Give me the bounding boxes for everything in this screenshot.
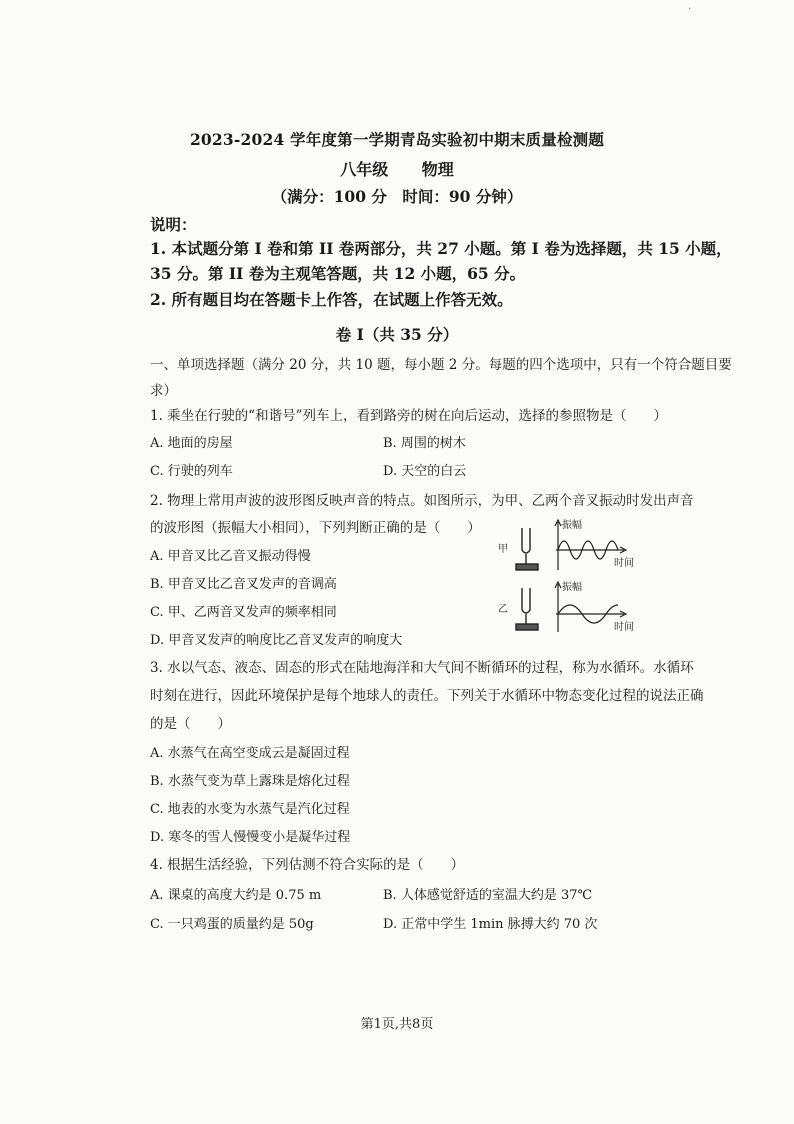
waveform-figure [496, 518, 646, 638]
question-2-stem-line-2: 的波形图（振幅大小相同），下列判断正确的是（ ） [150, 520, 481, 536]
exam-subtitle [0, 157, 794, 180]
fork-bottom-label: 乙 [498, 604, 508, 615]
question-4-stem: 4. 根据生活经验，下列估测不符合实际的是（ ） [150, 857, 465, 873]
question-2-option-d: D. 甲音叉发声的响度比乙音叉发声的响度大 [150, 633, 403, 648]
instructions-label: 说明： [150, 215, 197, 234]
question-1-option-a: A. 地面的房屋 [150, 436, 233, 451]
question-1-option-b: B. 周围的树木 [383, 436, 466, 451]
section-heading-line-1: 一、单项选择题（满分 20 分，共 10 题，每小题 2 分。每题的四个选项中，只有一个符合题目要 [150, 357, 732, 373]
question-4-option-a: A. 课桌的高度大约是 0.75 m [150, 888, 322, 903]
question-2-option-a: A. 甲音叉比乙音叉振动得慢 [150, 549, 311, 564]
question-3-option-b: B. 水蒸气变为草上露珠是熔化过程 [150, 774, 350, 789]
question-4-option-d: D. 正常中学生 1min 脉搏大约 70 次 [383, 917, 598, 932]
tuning-fork-bottom-icon [516, 588, 538, 630]
time-axis-label-bottom: 时间 [614, 622, 634, 633]
exam-meta: （满分：100 分 时间：90 分钟） [271, 187, 523, 206]
question-3-stem-line-1: 3. 水以气态、液态、固态的形式在陆地海洋和大气间不断循环的过程，称为水循环。水循环 [150, 660, 694, 676]
question-2-option-b: B. 甲音叉比乙音叉发声的音调高 [150, 577, 337, 592]
instructions-line-1: 1. 本试题分第 I 卷和第 II 卷两部分，共 27 小题。第 I 卷为选择题，共 15 小题， [150, 239, 732, 258]
tuning-fork-top-icon [516, 528, 538, 570]
amplitude-axis-label-top: 振幅 [562, 520, 582, 531]
question-3-option-c: C. 地表的水变为水蒸气是汽化过程 [150, 802, 350, 817]
volume-title: 卷 I（共 35 分） [335, 325, 459, 344]
section-heading-line-2: 求） [150, 383, 177, 399]
question-1-option-d: D. 天空的白云 [383, 464, 467, 479]
corner-mark: · [688, 4, 692, 15]
grade-label: 八年级 [340, 160, 389, 179]
question-1-option-c: C. 行驶的列车 [150, 464, 233, 479]
question-3-option-d: D. 寒冬的雪人慢慢变小是凝华过程 [150, 830, 351, 845]
exam-title: 2023-2024 学年度第一学期青岛实验初中期末质量检测题 [189, 130, 605, 149]
question-2-option-c: C. 甲、乙两音叉发声的频率相同 [150, 605, 337, 620]
time-axis-label-top: 时间 [614, 558, 634, 569]
question-3-stem-line-3: 的是（ ） [150, 716, 231, 732]
question-3-option-a: A. 水蒸气在高空变成云是凝固过程 [150, 746, 350, 761]
subject-label: 物理 [421, 160, 454, 179]
question-2-stem-line-1: 2. 物理上常用声波的波形图反映声音的特点。如图所示，为甲、乙两个音叉振动时发出声音 [150, 493, 694, 509]
question-3-stem-line-2: 时刻在进行，因此环境保护是每个地球人的责任。下列关于水循环中物态变化过程的说法正确 [150, 688, 704, 704]
amplitude-axis-label-bottom: 振幅 [562, 582, 582, 593]
question-4-option-b: B. 人体感觉舒适的室温大约是 37℃ [383, 888, 593, 903]
page-footer: 第1页,共8页 [360, 1017, 434, 1032]
instructions-line-2: 35 分。第 II 卷为主观笔答题，共 12 小题，65 分。 [150, 264, 526, 283]
instructions-line-3: 2. 所有题目均在答题卡上作答，在试题上作答无效。 [150, 290, 513, 309]
question-4-option-c: C. 一只鸡蛋的质量约是 50g [150, 917, 314, 932]
fork-top-label: 甲 [498, 544, 508, 555]
question-1-stem: 1. 乘坐在行驶的“和谐号”列车上，看到路旁的树在向后运动，选择的参照物是（ ） [150, 408, 667, 424]
